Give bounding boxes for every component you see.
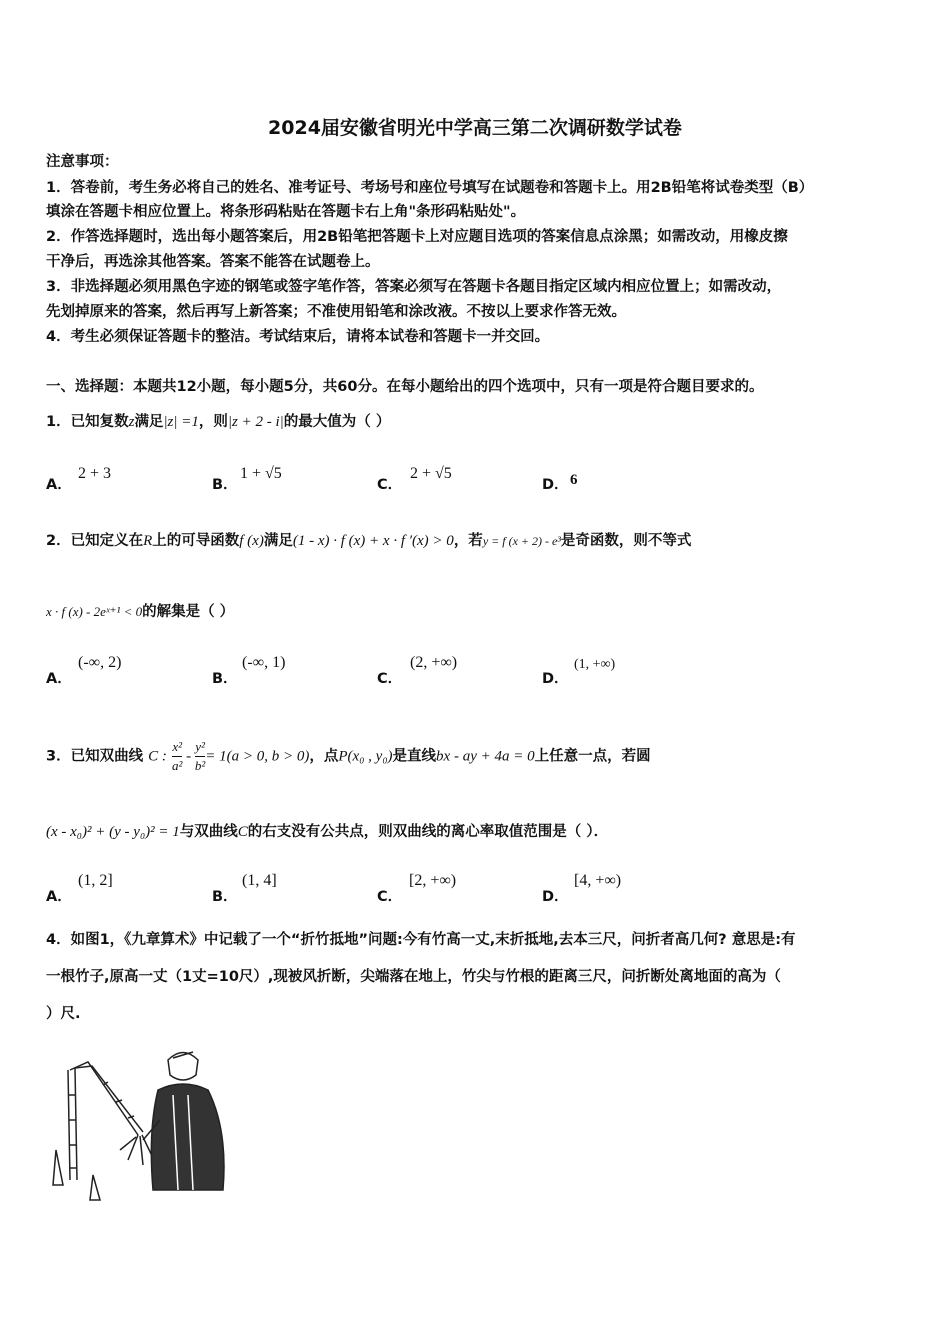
option-c: (2, +∞) [410, 654, 458, 671]
option-c: [2, +∞) [409, 872, 457, 889]
section-heading: 一、选择题：本题共12小题，每小题5分，共60分。在每小题给出的四个选项中，只有一项是符合题目要求的。 [46, 379, 764, 395]
option-b: (1, 4] [242, 872, 277, 889]
question-3: 3．已知双曲线 C : $\frac{\text{x²}}{\text{a²}}$ - $\frac{\text{y²}}{\text{b²}}$ = 1(a > 0, b > 0)，点P(x₀ , y₀)是直线bx - ay + 4a = 0上任意一点，若圆 [46, 739, 651, 773]
option-d: (1, +∞) [574, 657, 616, 672]
page-title: 2024届安徽省明光中学高三第二次调研数学试卷 [268, 117, 682, 139]
notice-line: 填涂在答题卡相应位置上。将条形码粘贴在答题卡右上角"条形码粘贴处"。 [46, 204, 526, 220]
question-2-cont: x · f (x) - 2eˣ⁺¹ < 0的解集是（ ） [46, 604, 235, 620]
question-2: 2．已知定义在R上的可导函数f (x)满足(1 - x) · f (x) + x · f ′(x) > 0，若y = f (x + 2) - e³是奇函数，则不等式 [46, 533, 692, 549]
bamboo-scholar-illustration [48, 1040, 233, 1210]
notice-line: 1．答卷前，考生务必将自己的姓名、准考证号、考场号和座位号填写在试题卷和答题卡上。用2B铅笔将试卷类型（B） [46, 180, 814, 196]
notice-line: 先划掉原来的答案，然后再写上新答案；不准使用铅笔和涂改液。不按以上要求作答无效。 [46, 304, 626, 320]
option-b: 1 + √5 [240, 465, 282, 482]
option-label: B． [212, 477, 238, 493]
notice-line: 干净后，再选涂其他答案。答案不能答在试题卷上。 [46, 254, 380, 270]
question-4-cont: 一根竹子,原高一丈（1丈=10尺）,现被风折断，尖端落在地上，竹尖与竹根的距离三尺，问折断处离地面的高为（ [46, 969, 781, 985]
option-label: D． [542, 671, 569, 687]
option-label: C． [377, 889, 403, 905]
option-label: C． [377, 477, 403, 493]
option-d: [4, +∞) [574, 872, 622, 889]
question-3-cont: (x - x₀)² + (y - y₀)² = 1与双曲线C的右支没有公共点，则双曲线的离心率取值范围是（ ）． [46, 824, 609, 840]
option-label: B． [212, 889, 238, 905]
notice-line: 2．作答选择题时，选出每小题答案后，用2B铅笔把答题卡上对应题目选项的答案信息点涂黑；如需改动，用橡皮擦 [46, 229, 788, 245]
option-a: (1, 2] [78, 872, 113, 889]
notice-line: 3．非选择题必须用黑色字迹的钢笔或签字笔作答，答案必须写在答题卡各题目指定区域内相应位置上；如需改动， [46, 279, 782, 295]
option-label: A． [46, 477, 72, 493]
option-b: (-∞, 1) [242, 654, 286, 671]
question-4-cont: ）尺. [46, 1006, 81, 1022]
option-a: (-∞, 2) [78, 654, 122, 671]
option-label: D． [542, 477, 569, 493]
option-label: D． [542, 889, 569, 905]
question-4: 4．如图1，《九章算术》中记载了一个“折竹抵地”问题:今有竹高一丈,末折抵地,去本三尺，问折者高几何? 意思是:有 [46, 932, 796, 948]
option-c: 2 + √5 [410, 465, 452, 482]
option-a: 2 + 3 [78, 465, 112, 482]
option-label: C． [377, 671, 403, 687]
option-d: 6 [570, 472, 578, 488]
option-label: A． [46, 889, 72, 905]
notice-heading: 注意事项： [46, 154, 119, 170]
question-1: 1．已知复数z满足|z| =1，则|z + 2 - i|的最大值为（ ） [46, 414, 391, 430]
option-label: B． [212, 671, 238, 687]
option-label: A． [46, 671, 72, 687]
notice-line: 4．考生必须保证答题卡的整洁。考试结束后，请将本试卷和答题卡一并交回。 [46, 329, 550, 345]
